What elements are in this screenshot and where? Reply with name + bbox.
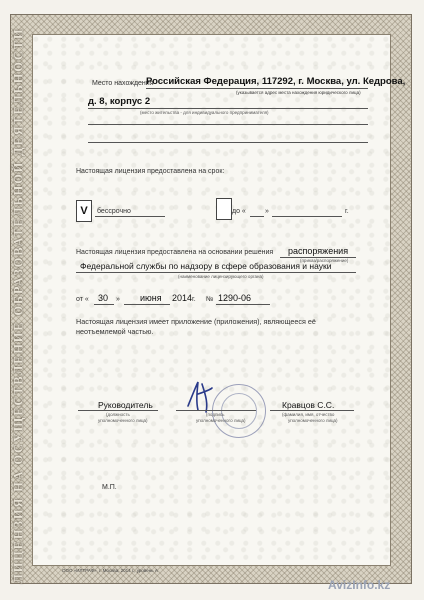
until-label: до « [232,208,246,215]
printer-info: ООО «ИЛТРАФ», г. Москва, 2014 г., уровень А [62,568,158,573]
sign-hint-1: (подпись [206,412,225,417]
role-hint-1: (должность [106,412,130,417]
name-underline [270,410,354,411]
until-year-suffix: г. [345,208,349,215]
indefinite-underline [95,216,165,217]
sign-underline [176,410,256,411]
authority-hint: (наименование лицензирующего органа) [178,274,264,279]
term-title: Настоящая лицензия предоставлена на срок: [76,168,225,175]
decision-type: распоряжения [288,246,349,256]
watermark: AvizInfo.kz [328,578,391,592]
until-mid-quote: » [265,208,269,215]
role-hint-2: уполномоченного лица) [98,418,148,423]
stamp-place: М.П. [102,484,117,491]
authority: Федеральной службы по надзору в сфере образования и науки [80,261,332,271]
blank-line-2 [88,142,368,143]
license-number: 1290-06 [218,293,252,303]
indefinite-label: бессрочно [97,208,131,215]
decision-hint: (приказ/распоряжение) [300,258,349,263]
name-hint-2: уполномоченного лица) [288,418,338,423]
number-label: № [206,296,214,303]
signatory-name: Кравцов С.С. [282,400,335,410]
annex-line2: неотъемлемой частью. [76,327,154,336]
basis-title: Настоящая лицензия предоставлена на основании решения [76,249,274,256]
year-suffix: г. [192,296,196,303]
check-mark: V [80,205,88,217]
until-checkbox [216,198,232,220]
date-day: 30 [98,293,109,303]
month-underline [124,304,170,305]
side-title [0,27,38,583]
location-underline-2 [88,108,368,109]
location-hint1: (указывается адрес места нахождения юридического лица) [236,90,361,95]
from-label: от « [76,296,89,303]
official-seal [212,384,266,438]
date-close-quote: » [116,296,120,303]
location-hint2: (место жительства - для индивидуального предпринимателя) [140,110,269,115]
date-year: 2014 [172,293,193,303]
location-value-line1: Российская Федерация, 117292, г. Москва, ул. Кедрова, [146,76,406,87]
location-value-line2: д. 8, корпус 2 [88,96,151,107]
indefinite-checkbox [76,200,92,222]
annex-line1: Настоящая лицензия имеет приложение (приложения), являющееся её [76,317,316,326]
until-month-line [272,216,342,217]
signatory-role: Руководитель [98,400,153,410]
authority-underline [76,272,356,273]
until-day-line [250,216,264,217]
name-hint-1: (фамилия, имя, отчество [282,412,335,417]
side-title-text: ЛИЦЕНЗИЯ НА ОСУЩЕСТВЛЕНИЕ ОБРАЗОВАТЕЛЬНОЙ ДЕЯТЕЛЬНОСТИ [11,27,26,583]
location-underline-1 [146,88,368,89]
date-month: июня [140,293,162,303]
day-underline [94,304,114,305]
role-underline [78,410,158,411]
blank-line-1 [88,124,368,125]
number-underline [216,304,270,305]
sign-hint-2: уполномоченного лица) [196,418,246,423]
location-label: Место нахождения [92,80,154,87]
